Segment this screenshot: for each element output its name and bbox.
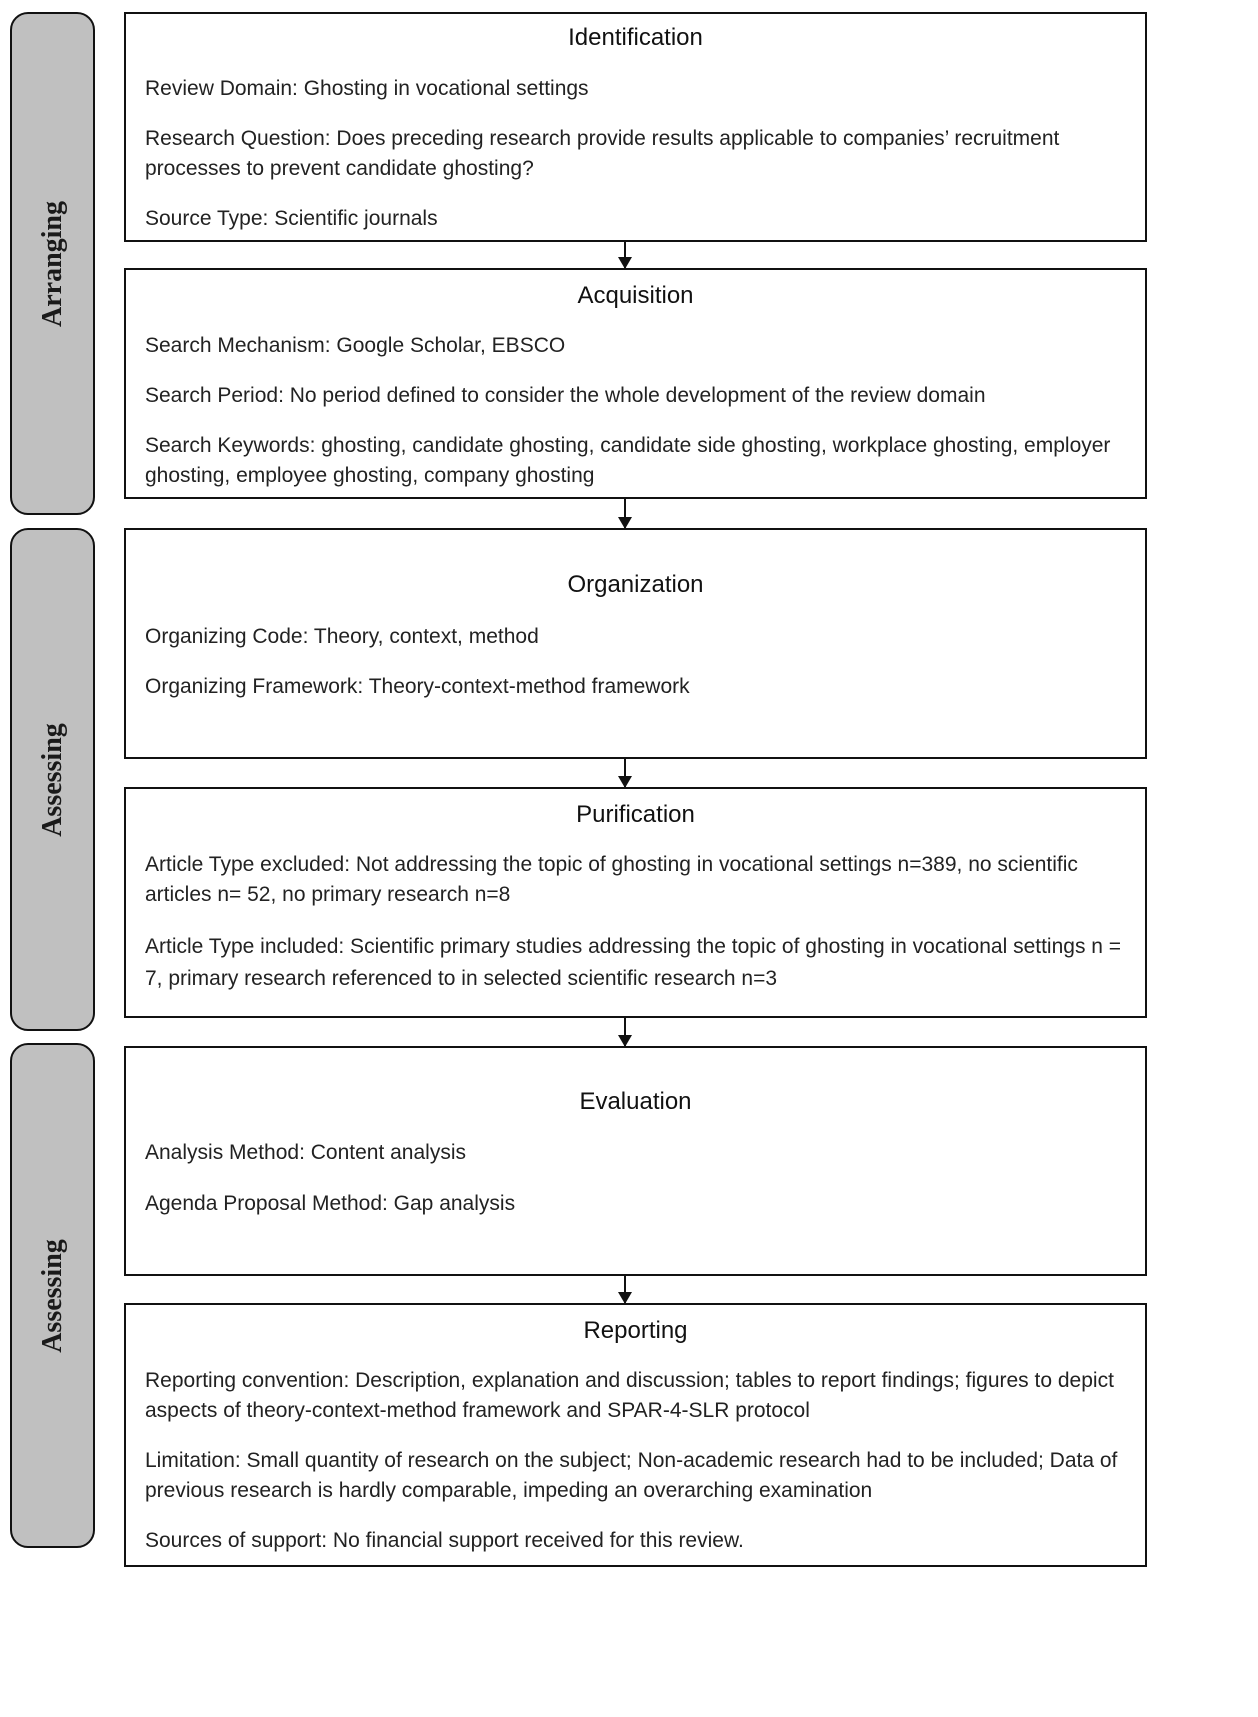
flow-arrow-down — [624, 759, 626, 787]
stage-title: Organization — [567, 571, 704, 598]
phase-assessing-1 — [10, 528, 95, 1031]
flow-arrow-down — [624, 242, 626, 268]
flow-arrow-down — [624, 1276, 626, 1303]
stage-purification — [124, 787, 1147, 1018]
phase-assessing-2 — [10, 1043, 95, 1548]
stage-title: Acquisition — [577, 282, 694, 309]
stage-item: Agenda Proposal Method: Gap analysis — [145, 1192, 516, 1215]
phase-label: Arranging — [36, 200, 68, 327]
stage-identification — [124, 12, 1147, 242]
stage-evaluation — [124, 1046, 1147, 1276]
flow-arrow-down — [624, 1018, 626, 1046]
stage-item: Organizing Code: Theory, context, method — [145, 625, 539, 648]
stage-acquisition — [124, 268, 1147, 499]
flow-arrow-down — [624, 499, 626, 528]
stage-item: Reporting convention: Description, explanation and discussion; tables to report findings; figures to depict aspects of theory-context-method framework and SPAR-4-SLR protocol — [145, 1369, 1114, 1422]
stage-item: Analysis Method: Content analysis — [145, 1141, 466, 1164]
stage-item: Sources of support: No financial support received for this review. — [145, 1529, 744, 1552]
stage-item: Review Domain: Ghosting in vocational settings — [145, 77, 589, 100]
stage-organization — [124, 528, 1147, 759]
stage-reporting — [124, 1303, 1147, 1567]
stage-item: Article Type excluded: Not addressing the topic of ghosting in vocational settings n=389, no scientific articles n= 52, no primary research n=8 — [145, 853, 1078, 906]
phase-arranging — [10, 12, 95, 515]
stage-item: Search Mechanism: Google Scholar, EBSCO — [145, 334, 566, 357]
stage-item: Article Type included: Scientific primary studies addressing the topic of ghosting in vocational settings n = 7, primary research referenced to in selected scientific research n=3 — [145, 935, 1122, 990]
stage-item: Research Question: Does preceding research provide results applicable to companies’ recruitment processes to prevent candidate ghosting? — [145, 127, 1060, 180]
stage-title: Identification — [568, 24, 703, 51]
stage-item: Organizing Framework: Theory-context-method framework — [145, 675, 690, 698]
stage-title: Evaluation — [579, 1088, 692, 1115]
phase-label: Assessing — [36, 722, 68, 837]
phase-label: Assessing — [36, 1238, 68, 1353]
stage-item: Search Keywords: ghosting, candidate ghosting, candidate side ghosting, workplace ghosting, employer ghosting, employee ghosting, company ghosting — [145, 434, 1111, 487]
stage-title: Purification — [576, 801, 695, 828]
stage-item: Limitation: Small quantity of research on the subject; Non-academic research had to be included; Data of previous research is hardly comparable, impeding an overarching examination — [145, 1449, 1118, 1502]
stage-item: Search Period: No period defined to consider the whole development of the review domain — [145, 384, 986, 407]
stage-title: Reporting — [583, 1317, 688, 1344]
stage-item: Source Type: Scientific journals — [145, 207, 438, 230]
